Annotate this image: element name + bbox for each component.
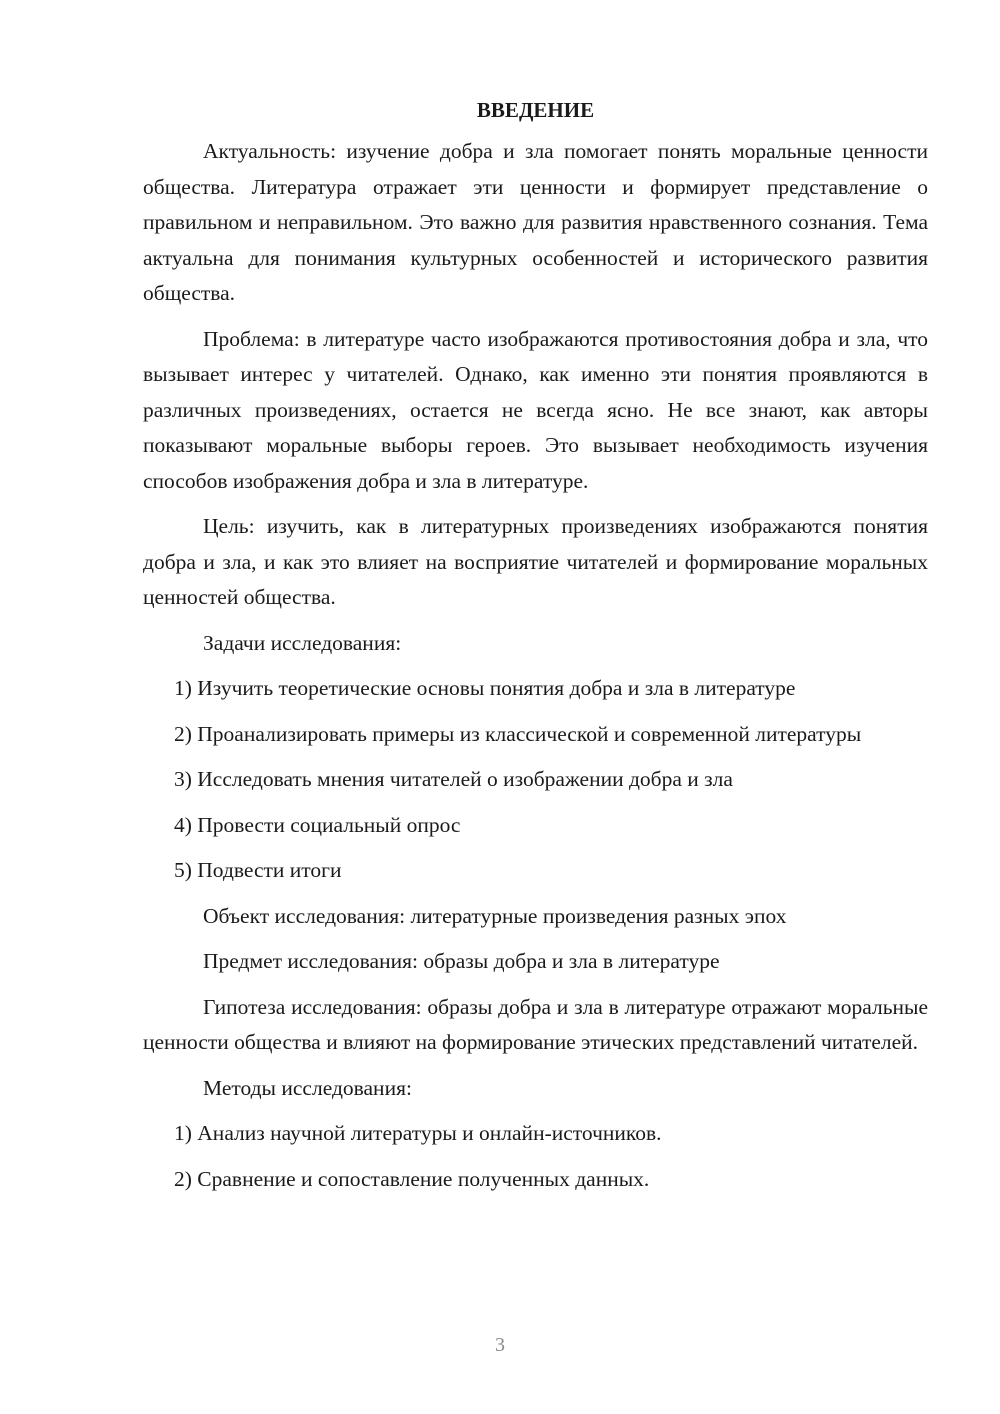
goal-paragraph: Цель: изучить, как в литературных произведениях изображаются понятия добра и зла, и как это влияет на восприятие читателей и формирование моральных ценностей общества. — [143, 514, 928, 609]
hypothesis-paragraph: Гипотеза исследования: образы добра и зла в литературе отражают моральные ценности общества и влияют на формирование этических представлений читателей. — [143, 994, 928, 1054]
tasks-heading: Задачи исследования: — [203, 630, 402, 655]
document-page — [143, 92, 928, 1197]
subject-paragraph: Предмет исследования: образы добра и зла в литературе — [203, 949, 720, 973]
relevance-paragraph: Актуальность: изучение добра и зла помогает понять моральные ценности общества. Литература отражает эти ценности и формирует представление о правильном и неправильном. Это важно для развития нравственного сознания. Тема актуальна для понимания культурных особенностей и исторического развития общества. — [143, 139, 928, 305]
method-item-2: 2) Сравнение и сопоставление полученных данных. — [174, 1166, 650, 1191]
task-item-2: 2) Проанализировать примеры из классической и современной литературы — [174, 721, 862, 746]
task-item-4: 4) Провести социальный опрос — [174, 812, 461, 837]
page-number: 3 — [495, 1334, 505, 1356]
object-paragraph: Объект исследования: литературные произведения разных эпох — [203, 903, 787, 928]
task-item-1: 1) Изучить теоретические основы понятия добра и зла в литературе — [174, 676, 796, 700]
method-item-1: 1) Анализ научной литературы и онлайн-источников. — [174, 1121, 662, 1145]
section-heading: ВВЕДЕНИЕ — [476, 98, 595, 122]
task-item-3: 3) Исследовать мнения читателей о изображении добра и зла — [174, 767, 733, 791]
methods-heading: Методы исследования: — [203, 1075, 412, 1100]
task-item-5: 5) Подвести итоги — [174, 858, 342, 882]
problem-paragraph: Проблема: в литературе часто изображаются противостояния добра и зла, что вызывает интерес у читателей. Однако, как именно эти понятия проявляются в различных произведениях, остается не всегда ясно. Не все знают, как авторы показывают моральные выборы героев. Это вызывает необходимость изучения способов изображения добра и зла в литературе. — [143, 326, 928, 493]
